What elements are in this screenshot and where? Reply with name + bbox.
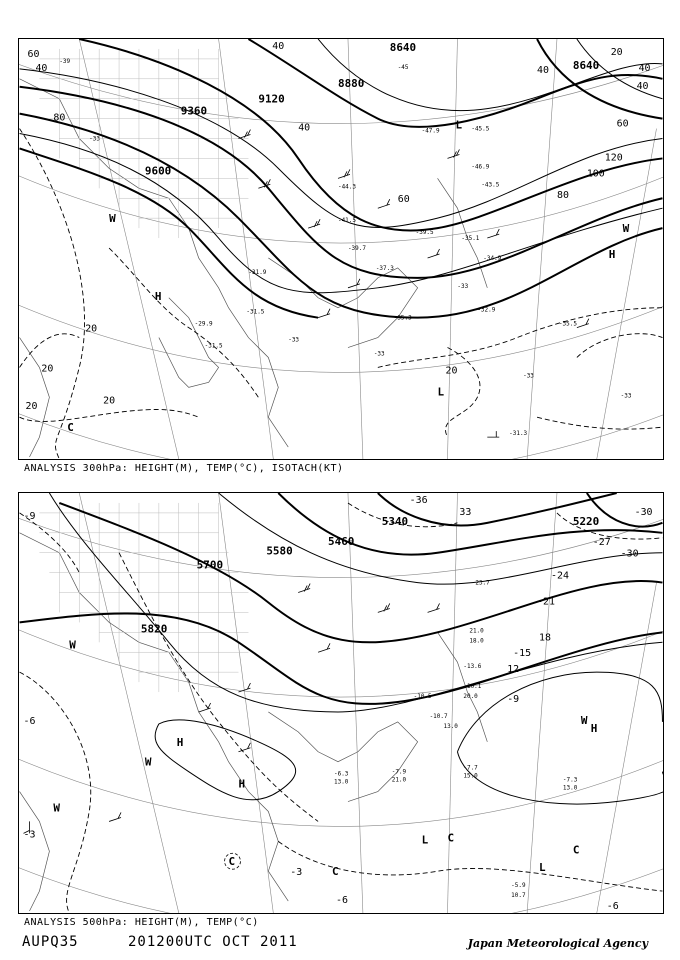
temp-station-label: -35.3 bbox=[393, 314, 412, 322]
isotach-label: 60 bbox=[397, 194, 410, 206]
temp-station-label: 13.0 bbox=[443, 722, 458, 730]
low-center-letter: L bbox=[455, 118, 463, 132]
temp-station-label: -6.3 bbox=[334, 770, 349, 778]
temperature-contour bbox=[155, 720, 296, 800]
isotach-label: 40 bbox=[638, 62, 651, 74]
map-panel-300hpa bbox=[18, 38, 664, 460]
high-center-letter: H bbox=[238, 777, 246, 791]
wind-barb bbox=[447, 149, 459, 158]
temp-station-label: -13.6 bbox=[463, 663, 482, 671]
temp-station-label: -35.5 bbox=[558, 320, 577, 328]
height-label: 8640 bbox=[572, 58, 600, 72]
temp-station-label: -45.5 bbox=[471, 125, 490, 133]
height-label: 8640 bbox=[389, 40, 417, 54]
temp-station-label: 10.7 bbox=[511, 892, 526, 900]
low-center-letter: L bbox=[437, 385, 445, 399]
warm-center-letter: W bbox=[53, 801, 60, 815]
isotach-label: 20 bbox=[85, 323, 98, 335]
coastline bbox=[20, 338, 50, 457]
wind-barb bbox=[428, 249, 440, 258]
temp-station-label: -39.5 bbox=[415, 229, 434, 237]
longitude-line bbox=[447, 39, 457, 459]
warm-center-letter: W bbox=[580, 713, 588, 727]
temperature-contour bbox=[20, 410, 199, 422]
temperature-contour bbox=[577, 334, 663, 358]
cold-center-letter: C bbox=[447, 831, 455, 845]
temp-station-label: -39 bbox=[59, 57, 71, 65]
cold-center-letter: C bbox=[228, 855, 236, 869]
temp-contour-label: -9 bbox=[507, 694, 520, 706]
temp-station-label: -7.3 bbox=[562, 776, 578, 784]
temp-contour-label: -30 bbox=[620, 548, 639, 560]
coastline bbox=[20, 792, 50, 911]
temperature-contour bbox=[457, 672, 662, 752]
temp-station-label: -32.9 bbox=[477, 306, 496, 314]
temp-station-label: -33 bbox=[288, 336, 300, 344]
temp-station-label: -33 bbox=[373, 350, 385, 358]
high-center-letter: H bbox=[608, 247, 616, 261]
temp-station-label: -41.5 bbox=[338, 217, 356, 225]
temp-contour-label: -6 bbox=[336, 895, 348, 907]
wind-barb bbox=[378, 199, 390, 208]
wind-barb bbox=[487, 431, 499, 437]
isotach-label: 120 bbox=[604, 152, 623, 164]
temp-station-label: -31.3 bbox=[509, 430, 528, 438]
temp-station-label: -33 bbox=[620, 392, 632, 400]
temp-station-label: 21.0 bbox=[391, 776, 407, 784]
temp-contour-label: -6 bbox=[606, 901, 619, 913]
temp-station-label: 15.0 bbox=[463, 772, 478, 780]
wind-barb bbox=[238, 743, 250, 752]
longitude-line bbox=[219, 493, 274, 913]
warm-center-letter: W bbox=[109, 212, 116, 226]
longitude-line bbox=[79, 493, 179, 913]
warm-center-letter: W bbox=[622, 222, 630, 236]
wind-barb bbox=[298, 584, 310, 593]
cold-center-letter: C bbox=[67, 421, 74, 435]
isotach-label: 60 bbox=[27, 48, 40, 60]
wind-barb bbox=[318, 643, 330, 652]
wind-barb bbox=[487, 229, 499, 238]
temp-station-label: 21.0 bbox=[469, 627, 484, 635]
temp-contour-label: -36 bbox=[409, 494, 428, 506]
height-label: 5460 bbox=[328, 534, 355, 548]
isotach-label: 40 bbox=[636, 80, 649, 92]
high-center-letter: H bbox=[176, 735, 184, 749]
temp-contour-label: -9 bbox=[23, 510, 36, 522]
isotach-label: 40 bbox=[298, 122, 311, 134]
height-label: 5340 bbox=[381, 514, 409, 528]
map-panel-500hpa bbox=[18, 492, 664, 914]
temp-station-label: -44.3 bbox=[338, 183, 356, 191]
cold-center-letter: C bbox=[572, 843, 580, 857]
longitude-line bbox=[597, 583, 657, 913]
temp-station-label: -34.9 bbox=[483, 254, 502, 262]
temp-station-label: -33 bbox=[523, 372, 534, 380]
temp-contour-label: -6 bbox=[23, 715, 36, 727]
wind-barb bbox=[238, 130, 250, 139]
cold-center-letter: C bbox=[332, 865, 339, 879]
isotach-label: 100 bbox=[586, 168, 605, 180]
wind-barb bbox=[348, 279, 360, 288]
temp-station-label: 23.7 bbox=[475, 579, 490, 587]
temp-station-label: -10.1 bbox=[463, 683, 482, 691]
height-contour bbox=[20, 114, 663, 318]
isotach-label: 60 bbox=[616, 118, 629, 130]
caption-300hpa: ANALYSIS 300hPa: HEIGHT(M), TEMP(°C), ISOTACH(KT) bbox=[24, 463, 344, 474]
isotach-label: 40 bbox=[35, 62, 48, 74]
height-label: 9120 bbox=[258, 92, 285, 106]
temp-station-label: -43.5 bbox=[481, 181, 500, 189]
terrain-hatch bbox=[39, 59, 248, 218]
temp-contour-label: -3 bbox=[290, 867, 303, 879]
height-label: 5820 bbox=[140, 622, 168, 636]
wind-barb bbox=[428, 603, 440, 612]
temperature-contour bbox=[49, 493, 662, 712]
temp-station-label: -10.5 bbox=[413, 693, 432, 701]
temp-station-label: -7.7 bbox=[463, 764, 478, 772]
wind-barb bbox=[199, 703, 211, 712]
height-label: 8880 bbox=[338, 76, 365, 90]
height-label: 5700 bbox=[196, 558, 224, 572]
temp-station-label: -46.9 bbox=[471, 163, 490, 171]
analysis-datetime: 201200UTC OCT 2011 bbox=[128, 934, 298, 950]
low-center-letter: L bbox=[539, 861, 546, 875]
low-center-letter: L bbox=[421, 833, 429, 847]
height-label: 5220 bbox=[572, 514, 600, 528]
temp-station-label: -33 bbox=[89, 135, 100, 143]
temp-station-label: -39.7 bbox=[347, 244, 366, 252]
temp-station-label: -31.9 bbox=[248, 268, 267, 276]
temp-station-label: 20.0 bbox=[463, 693, 478, 701]
coastline bbox=[268, 712, 417, 802]
latitude-line bbox=[19, 397, 663, 459]
temperature-contour bbox=[457, 752, 663, 804]
wind-barb bbox=[109, 812, 121, 821]
temp-station-label: -5.9 bbox=[511, 882, 526, 890]
isotach-label: 20 bbox=[41, 363, 54, 375]
longitude-line bbox=[527, 493, 557, 913]
temp-contour-label: -3 bbox=[23, 829, 36, 841]
temp-station-label: -47.9 bbox=[421, 127, 440, 135]
temp-station-label: 18.0 bbox=[469, 637, 484, 645]
bulletin-code: AUPQ35 bbox=[22, 934, 79, 950]
isotach-label: 40 bbox=[537, 64, 550, 76]
isotach-label: 80 bbox=[556, 190, 569, 202]
wind-barb bbox=[378, 603, 390, 612]
temp-station-label: -31.5 bbox=[204, 342, 223, 350]
height-label: 9360 bbox=[180, 104, 208, 118]
temp-station-label: -31.5 bbox=[246, 308, 265, 316]
isotach-label: 20 bbox=[445, 365, 458, 377]
temp-station-label: -45 bbox=[397, 63, 409, 71]
temp-station-label: -10.7 bbox=[429, 712, 448, 720]
wind-barb bbox=[318, 309, 330, 318]
terrain-hatch bbox=[59, 503, 218, 692]
temp-station-label: 13.0 bbox=[562, 784, 578, 792]
agency-name: Japan Meteorological Agency bbox=[467, 937, 648, 950]
high-center-letter: H bbox=[590, 721, 598, 735]
latitude-line bbox=[19, 288, 663, 373]
temp-contour-label: -24 bbox=[551, 570, 569, 582]
temp-station-label: -29.9 bbox=[194, 320, 213, 328]
height-label: 5580 bbox=[266, 544, 293, 558]
temp-station-label: -7.9 bbox=[391, 768, 407, 776]
temp-contour-label: 33 bbox=[459, 506, 472, 518]
temp-contour-label: -15 bbox=[513, 648, 532, 660]
wind-barb bbox=[577, 319, 589, 328]
high-center-letter: H bbox=[154, 289, 162, 303]
temperature-contour bbox=[537, 417, 662, 429]
caption-500hpa: ANALYSIS 500hPa: HEIGHT(M), TEMP(°C) bbox=[24, 917, 259, 928]
wind-barb bbox=[338, 169, 350, 178]
longitude-line bbox=[597, 129, 657, 459]
height-label: 9600 bbox=[144, 164, 172, 178]
map-300hpa-svg bbox=[19, 39, 663, 459]
isotach-label: 80 bbox=[53, 112, 66, 124]
longitude-line bbox=[79, 39, 179, 459]
isotach-line bbox=[20, 69, 663, 228]
map-500hpa-svg bbox=[19, 493, 663, 913]
isotach-label: 40 bbox=[272, 40, 285, 52]
warm-center-letter: W bbox=[144, 755, 152, 769]
temp-station-label: -33 bbox=[457, 282, 469, 290]
temp-station-label: 13.0 bbox=[334, 778, 349, 786]
longitude-line bbox=[447, 493, 457, 913]
temp-contour-label: -30 bbox=[634, 506, 653, 518]
temp-contour-label: -21 bbox=[537, 596, 556, 608]
temp-station-label: -35.1 bbox=[461, 235, 480, 243]
wind-barb bbox=[308, 219, 320, 228]
temp-contour-label: -27 bbox=[592, 536, 611, 548]
isotach-label: 20 bbox=[610, 46, 623, 58]
temperature-contour-dashed bbox=[20, 672, 91, 913]
isotach-label: 20 bbox=[103, 395, 116, 407]
warm-center-letter: W bbox=[69, 638, 76, 652]
temp-contour-label: 18 bbox=[539, 632, 552, 644]
temp-contour-label: 12 bbox=[507, 664, 520, 676]
temperature-contour bbox=[109, 248, 258, 397]
temp-station-label: -37.3 bbox=[375, 264, 394, 272]
isotach-label: 20 bbox=[25, 401, 38, 413]
